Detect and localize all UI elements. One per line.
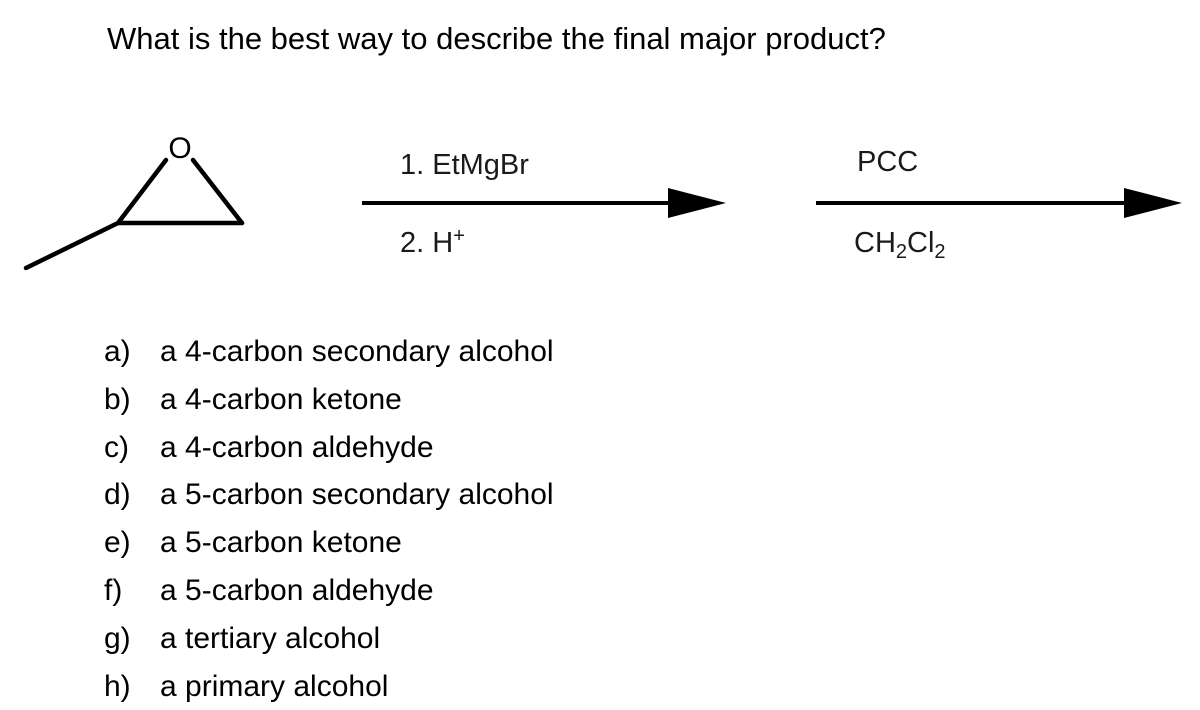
reaction-arrow-2	[816, 188, 1182, 218]
oxygen-atom-label: O	[168, 132, 192, 165]
option-d[interactable]	[104, 471, 554, 519]
option-a[interactable]	[104, 328, 554, 376]
option-text: a 4-carbon ketone	[160, 382, 402, 416]
reaction-arrow-1	[362, 188, 726, 218]
option-letter: e)	[104, 526, 131, 560]
ring-bond-c-o-right	[193, 160, 242, 223]
epoxide-structure	[26, 160, 242, 268]
option-letter: b)	[104, 382, 131, 416]
option-e[interactable]	[104, 519, 554, 567]
option-letter: d)	[104, 478, 131, 512]
option-h[interactable]	[104, 663, 554, 710]
answer-options	[104, 328, 554, 710]
ring-bond-c-o-left	[118, 160, 166, 223]
option-letter: c)	[104, 430, 129, 464]
methyl-bond	[26, 223, 118, 268]
step1-reagent-1: 1. EtMgBr	[400, 149, 529, 181]
option-b[interactable]	[104, 376, 554, 424]
step1-reagent-2	[400, 226, 465, 260]
option-text: a 5-carbon secondary alcohol	[160, 478, 554, 512]
option-text: a tertiary alcohol	[160, 621, 381, 655]
step2-solvent: $CH_2Cl_2$	[854, 227, 946, 263]
question-text: What is the best way to describe the final major product?	[107, 21, 886, 56]
option-text: a 4-carbon secondary alcohol	[160, 335, 554, 368]
option-letter: f)	[104, 573, 123, 607]
option-text: a primary alcohol	[160, 669, 389, 703]
option-text: a 5-carbon aldehyde	[160, 573, 434, 607]
plus-charge: +	[453, 225, 465, 247]
option-g[interactable]	[104, 615, 554, 663]
option-text: a 5-carbon ketone	[160, 526, 402, 560]
option-c[interactable]	[104, 424, 554, 472]
option-letter: h)	[104, 669, 131, 703]
option-text: a 4-carbon aldehyde	[160, 430, 434, 464]
step2-reagent: PCC	[857, 146, 919, 178]
step1-reagent-2-text: 2. H	[400, 227, 454, 259]
option-f[interactable]	[104, 567, 554, 615]
option-letter: a)	[104, 335, 131, 368]
option-letter: g)	[104, 621, 131, 655]
